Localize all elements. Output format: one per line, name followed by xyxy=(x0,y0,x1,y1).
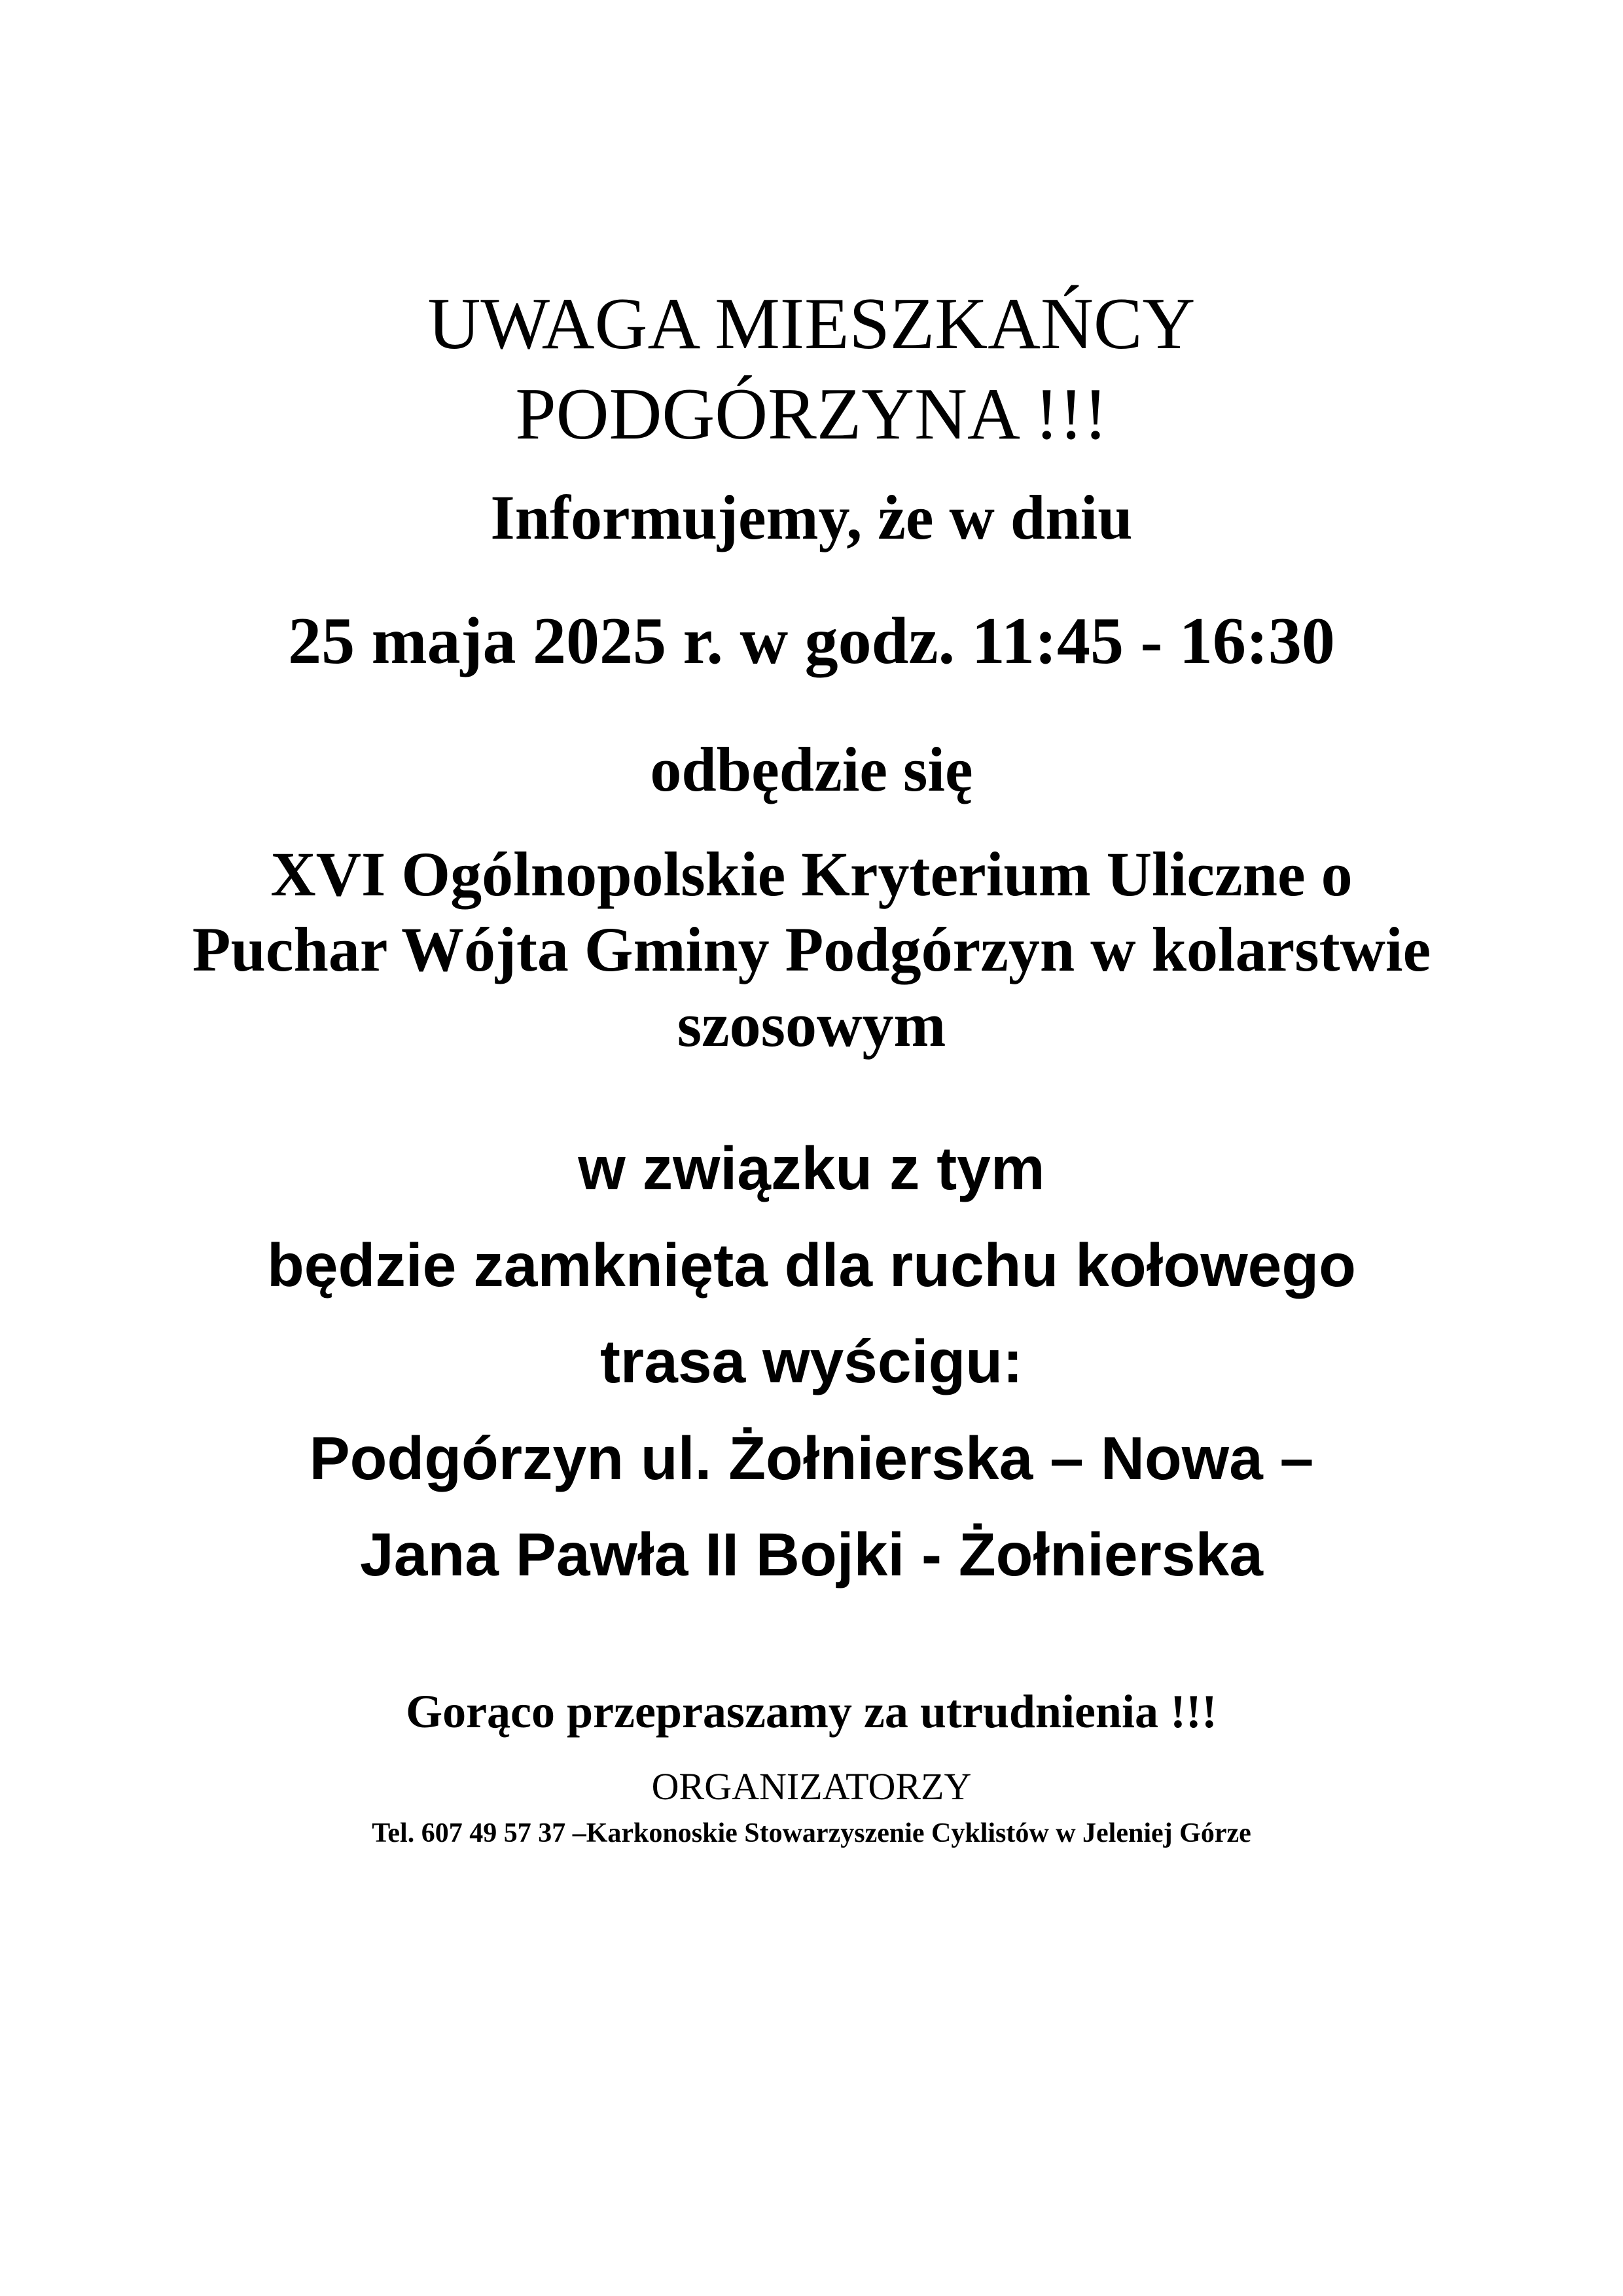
closure-line-1: w związku z tym xyxy=(578,1134,1045,1202)
closure-line-2: będzie zamknięta dla ruchu kołowego xyxy=(266,1231,1356,1299)
route-line-1: Podgórzyn ul. Żołnierska – Nowa – xyxy=(309,1424,1314,1492)
contact-line: Tel. 607 49 57 37 –Karkonoskie Stowarzyszenie Cyklistów w Jeleniej Górze xyxy=(372,1818,1251,1848)
date-time-line: 25 maja 2025 r. w godz. 11:45 - 16:30 xyxy=(288,604,1335,678)
organizers-label: ORGANIZATORZY xyxy=(651,1765,972,1808)
event-name-line-1: XVI Ogólnopolskie Kryterium Uliczne o xyxy=(270,839,1353,909)
event-intro: odbędzie się xyxy=(650,734,973,804)
apology-text: Gorąco przepraszamy za utrudnienia !!! xyxy=(406,1685,1217,1738)
headline-line-2: PODGÓRZYNA !!! xyxy=(515,374,1108,455)
headline-line-1: UWAGA MIESZKAŃCY xyxy=(427,283,1196,365)
closure-line-3: trasa wyścigu: xyxy=(599,1327,1024,1395)
event-name-line-2: Puchar Wójta Gminy Podgórzyn w kolarstwie xyxy=(192,914,1431,984)
event-name-line-3: szosowym xyxy=(677,990,946,1060)
intro-text: Informujemy, że w dniu xyxy=(490,482,1133,552)
route-line-2: Jana Pawła II Bojki - Żołnierska xyxy=(359,1520,1263,1588)
